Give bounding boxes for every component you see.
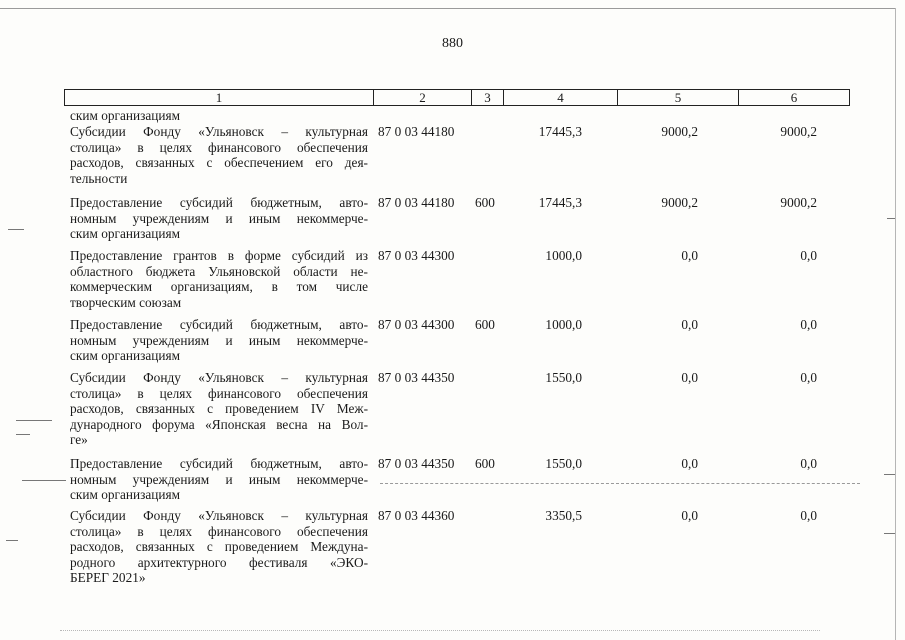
- row-value-col5: 0,0: [681, 317, 698, 332]
- row-code: 87 0 03 44350: [378, 456, 455, 471]
- row-description-line: ским организациям: [70, 226, 181, 242]
- row-expense-type: 600: [475, 317, 495, 332]
- header-col-6: 6: [790, 90, 798, 105]
- row-description-line: дународного форума «Японская весна на Вол-: [70, 416, 368, 432]
- row-description-line: столица» в целях финансового обеспечения: [70, 385, 368, 401]
- scan-mark: [16, 420, 52, 421]
- scan-mark: [380, 483, 860, 484]
- row-code: 87 0 03 44350: [378, 370, 455, 385]
- row-code: 87 0 03 44300: [378, 248, 455, 263]
- row-description: [70, 108, 368, 124]
- row-value-col5: 9000,2: [661, 195, 698, 210]
- row-value-col4: 17445,3: [538, 195, 582, 210]
- row-expense-type: 600: [475, 456, 495, 471]
- row-code: 87 0 03 44180: [378, 195, 455, 210]
- scan-mark: [887, 218, 895, 219]
- header-col-3: 3: [472, 90, 504, 105]
- row-value-col4: 1550,0: [545, 456, 582, 471]
- row-description-line: столица» в целях финансового обеспечения: [70, 523, 368, 539]
- row-expense-type: 600: [475, 195, 495, 210]
- row-description: [70, 124, 368, 186]
- scan-mark: [60, 630, 820, 631]
- top-page-rule: [0, 8, 896, 9]
- row-description-line: ским организациям: [70, 348, 181, 364]
- scan-mark: [884, 474, 895, 475]
- row-description-line: номным учреждениям и иным некоммерче-: [70, 332, 368, 348]
- row-description-line: расходов, связанных с проведением Междуна-: [70, 539, 368, 555]
- header-col-1: 1: [65, 90, 374, 105]
- row-description-line: Предоставление субсидий бюджетным, авто-: [70, 456, 368, 471]
- row-description-line: Предоставление субсидий бюджетным, авто-: [70, 195, 368, 210]
- row-value-col5: 0,0: [681, 248, 698, 263]
- row-value-col5: 0,0: [681, 456, 698, 471]
- scan-mark: [22, 480, 66, 481]
- header-col-5: 5: [618, 90, 739, 105]
- row-description: [70, 370, 368, 448]
- row-description-line: родного архитектурного фестиваля «ЭКО-: [70, 554, 368, 570]
- row-description-line: коммерческим организациям, в том числе: [70, 279, 368, 295]
- row-description-line: номным учреждениям и иным некоммерче-: [70, 471, 368, 487]
- row-description-line: столица» в целях финансового обеспечения: [70, 139, 368, 155]
- scan-mark: [884, 533, 895, 534]
- row-description: [70, 508, 368, 586]
- row-description: [70, 456, 368, 503]
- row-value-col6: 0,0: [800, 508, 817, 523]
- row-value-col4: 1550,0: [545, 370, 582, 385]
- table-header-row: [64, 89, 850, 106]
- scan-mark: [8, 229, 24, 230]
- page-number: 880: [442, 36, 463, 51]
- row-value-col6: 0,0: [800, 317, 817, 332]
- row-value-col6: 9000,2: [780, 124, 817, 139]
- row-value-col5: 9000,2: [661, 124, 698, 139]
- row-value-col5: 0,0: [681, 508, 698, 523]
- scan-mark: [16, 434, 30, 435]
- right-page-rule: [895, 8, 896, 640]
- row-description-line: тельности: [70, 170, 128, 186]
- row-description-line: ским организациям: [70, 108, 181, 123]
- row-description-line: ским организациям: [70, 487, 181, 503]
- row-description-line: творческим союзам: [70, 294, 182, 310]
- scan-mark: [6, 540, 18, 541]
- row-description-line: Субсидии Фонду «Ульяновск – культурная: [70, 508, 368, 523]
- row-description-line: областного бюджета Ульяновской области не-: [70, 263, 368, 279]
- row-value-col6: 0,0: [800, 370, 817, 385]
- row-value-col5: 0,0: [681, 370, 698, 385]
- row-value-col6: 0,0: [800, 248, 817, 263]
- row-code: 87 0 03 44180: [378, 124, 455, 139]
- row-value-col4: 17445,3: [538, 124, 582, 139]
- row-value-col4: 3350,5: [545, 508, 582, 523]
- row-value-col6: 0,0: [800, 456, 817, 471]
- row-description-line: номным учреждениям и иным некоммерче-: [70, 210, 368, 226]
- row-description: [70, 195, 368, 242]
- row-description-line: расходов, связанных с обеспечением его дея-: [70, 155, 368, 171]
- row-description-line: БЕРЕГ 2021»: [70, 570, 146, 586]
- row-description: [70, 248, 368, 310]
- row-description-line: ге»: [70, 432, 88, 448]
- row-value-col6: 9000,2: [780, 195, 817, 210]
- row-description-line: Предоставление грантов в форме субсидий из: [70, 248, 368, 263]
- row-code: 87 0 03 44300: [378, 317, 455, 332]
- row-value-col4: 1000,0: [545, 317, 582, 332]
- row-description-line: Предоставление субсидий бюджетным, авто-: [70, 317, 368, 332]
- row-description: [70, 317, 368, 364]
- header-col-4: 4: [504, 90, 618, 105]
- header-col-2: 2: [374, 90, 472, 105]
- row-value-col4: 1000,0: [545, 248, 582, 263]
- row-description-line: расходов, связанных с проведением IV Меж-: [70, 401, 368, 417]
- row-description-line: Субсидии Фонду «Ульяновск – культурная: [70, 370, 368, 385]
- row-description-line: Субсидии Фонду «Ульяновск – культурная: [70, 124, 368, 139]
- row-code: 87 0 03 44360: [378, 508, 455, 523]
